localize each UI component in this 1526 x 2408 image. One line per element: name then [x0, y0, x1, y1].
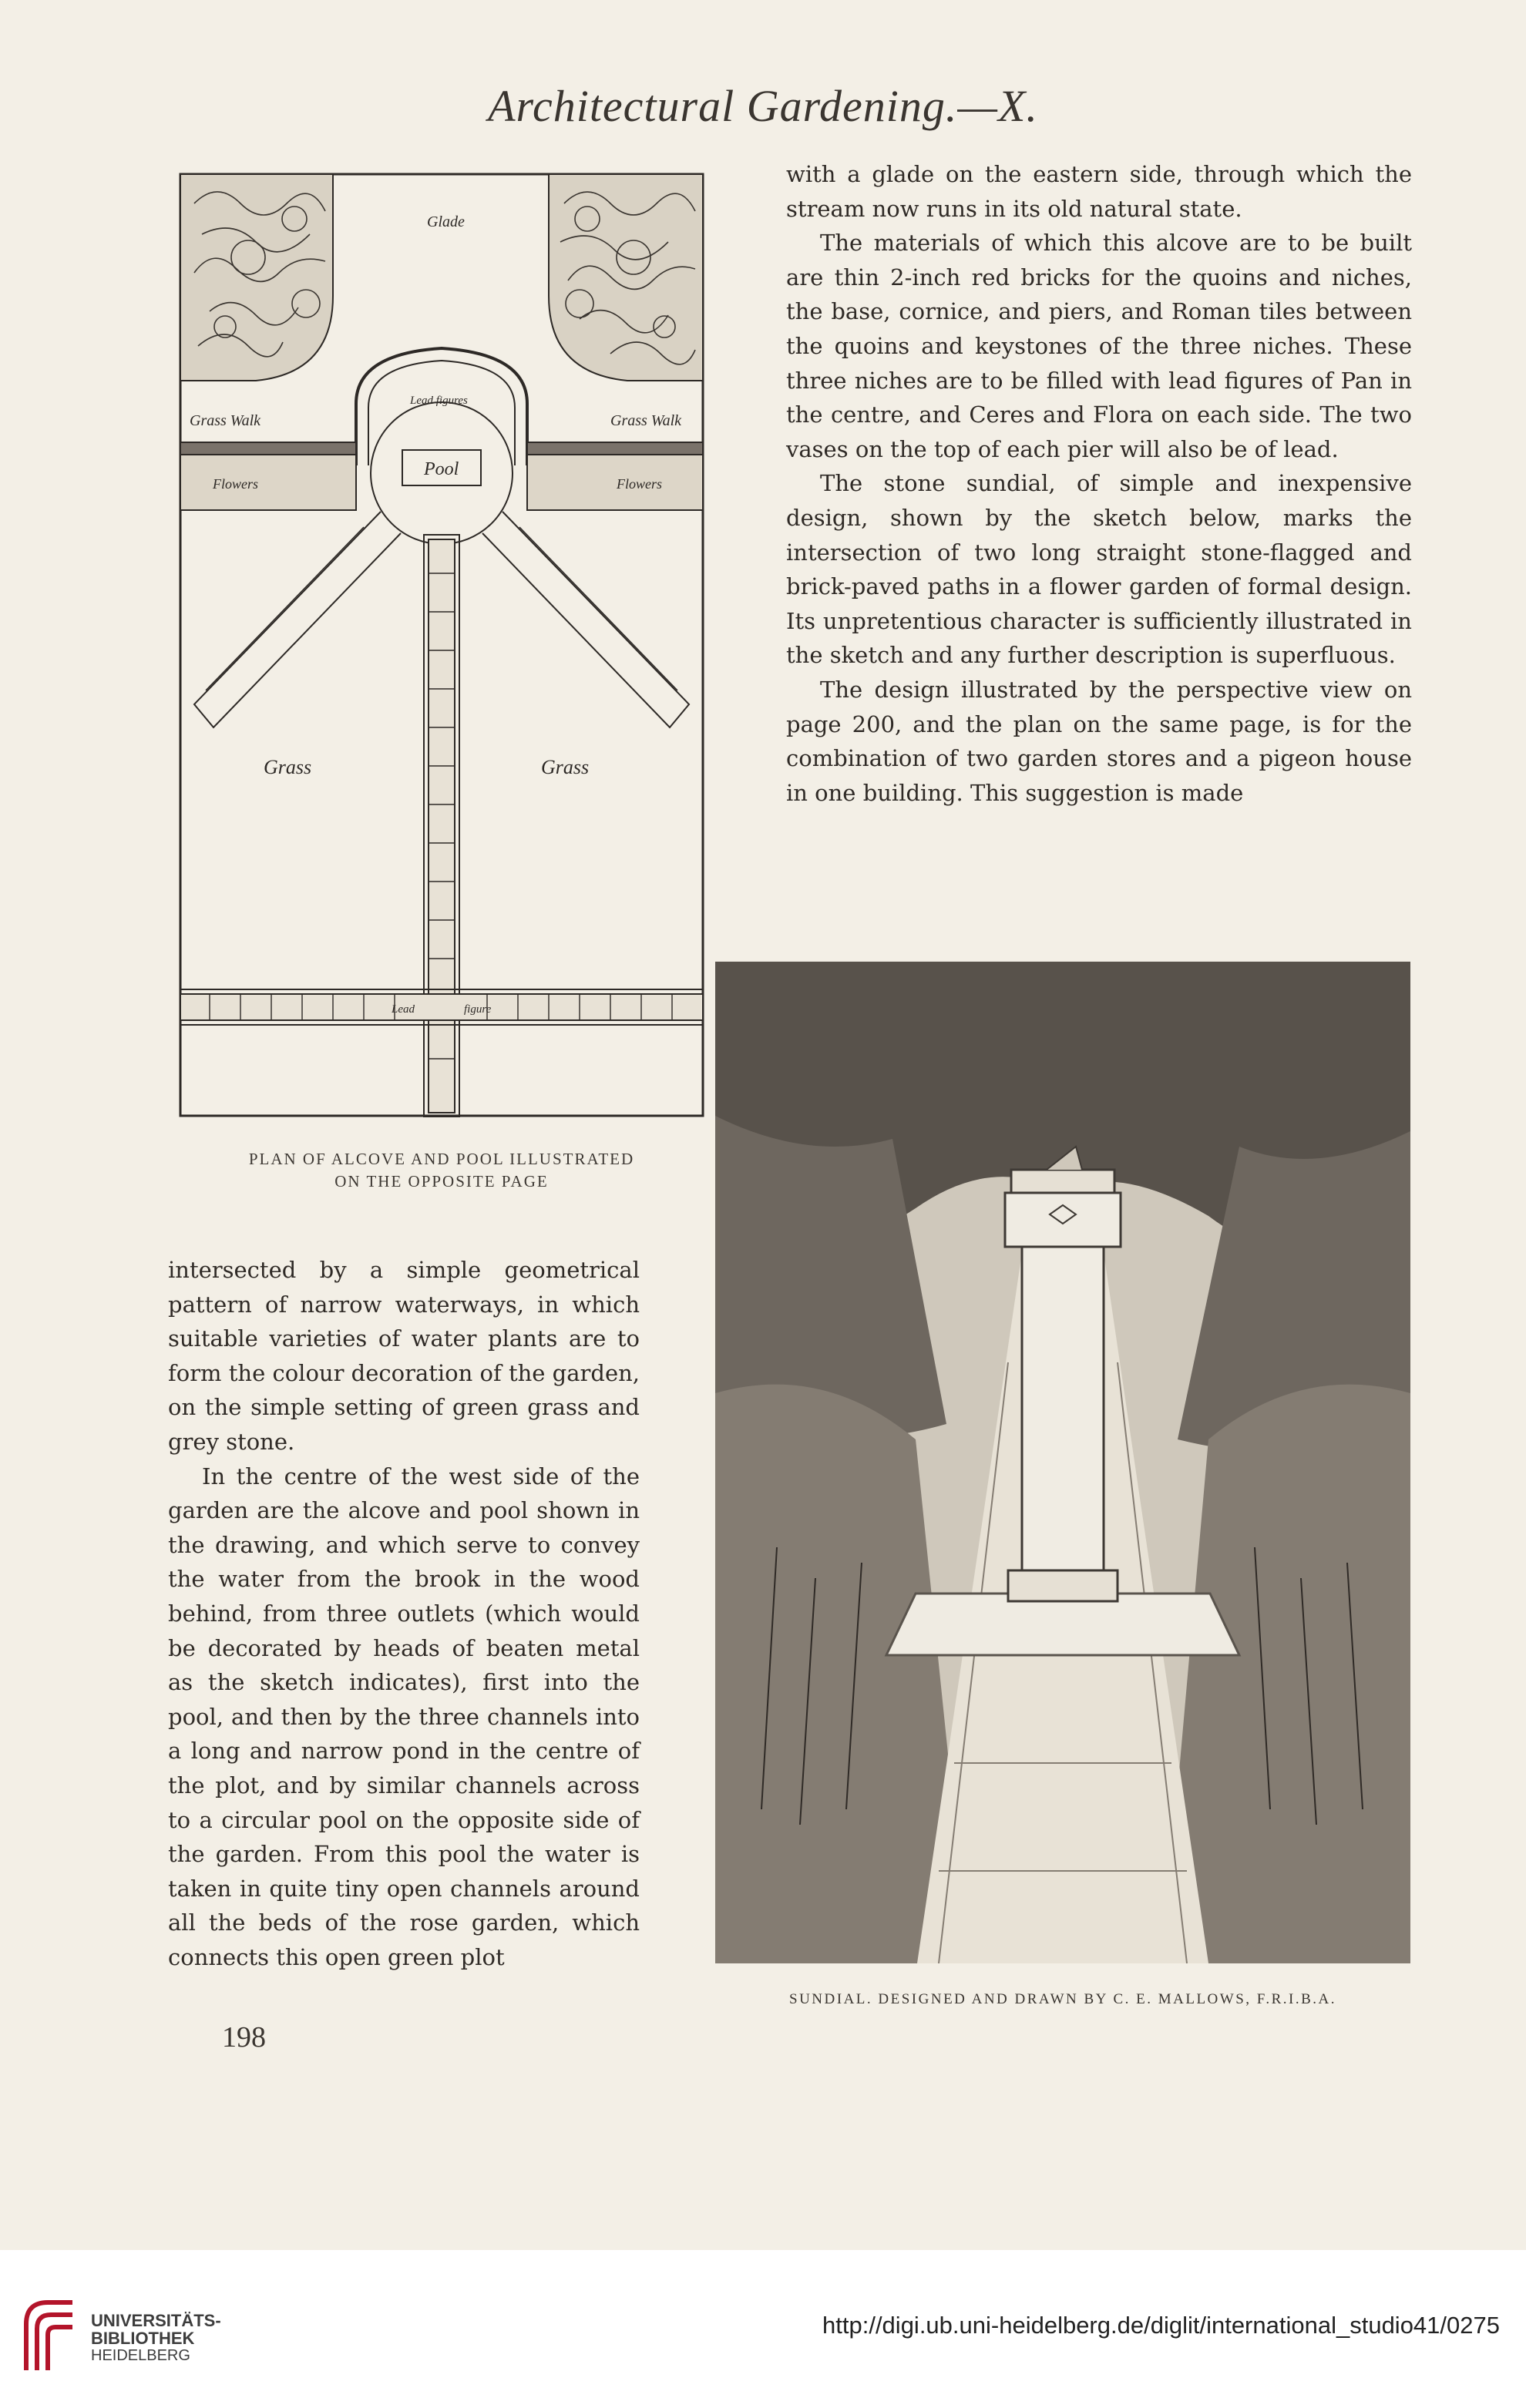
plan-label-flowers-right: Flowers: [617, 476, 663, 492]
plan-label-grass-right: Grass: [541, 756, 590, 778]
plan-label-lead: Lead: [392, 1003, 415, 1016]
right-paragraph-3: The stone sundial, of simple and inexpensive design, shown by the sketch below, marks the intersection of two long straight stone-flagged and brick-paved paths in a flower garden of formal design. Its unpretentious character is sufficiently illustrated in the sketch and any further description is superfluous.: [786, 470, 1412, 669]
library-line-2: BIBLIOTHEK: [91, 2329, 195, 2348]
left-paragraph-1: intersected by a simple geometrical pattern of narrow waterways, in which suitable varieties of water plants are to form the colour decoration of the garden, on the simple setting of green grass and grey stone.: [168, 1257, 640, 1455]
running-head: Architectural Gardening.—X.: [488, 81, 1038, 131]
plan-caption: [179, 1148, 704, 1193]
page-number: 198: [222, 2021, 266, 2054]
plan-label-figure: figure: [464, 1003, 492, 1016]
plan-drawing-svg: [179, 173, 704, 1117]
plan-caption-line-2: ON THE OPPOSITE PAGE: [334, 1172, 549, 1191]
plan-label-glade: Glade: [427, 213, 465, 230]
source-url-link[interactable]: http://digi.ub.uni-heidelberg.de/diglit/international_studio41/0275: [822, 2312, 1500, 2339]
left-paragraph-2: In the centre of the west side of the garden are the alcove and pool shown in the drawing, and which serve to convey the water from the brook in the wood behind, from three outlets (which would be decorated by heads of beaten metal as the sketch indicates), first into the pool, and then by the three channels into a long and narrow pond in the centre of the plot, and by similar channels across to a circular pool on the opposite side of the garden. From this pool the water is taken in quite tiny open channels around all the beds of the rose garden, which connects this open green plot: [168, 1463, 640, 1970]
plan-drawing: [179, 173, 704, 1117]
plan-caption-line-1: PLAN OF ALCOVE AND POOL ILLUSTRATED: [248, 1150, 635, 1168]
plan-label-grass-left: Grass: [264, 756, 312, 778]
plan-label-flowers-left: Flowers: [213, 476, 259, 492]
sundial-caption: SUNDIAL. DESIGNED AND DRAWN BY C. E. MALLOWS, F.R.I.B.A.: [789, 1991, 1336, 2007]
right-column-text: [786, 157, 1412, 810]
right-paragraph-1: with a glade on the eastern side, through which the stream now runs in its old natural state.: [786, 161, 1412, 222]
plan-label-grass-walk-left: Grass Walk: [190, 412, 261, 429]
ub-heidelberg-logo-icon[interactable]: [18, 2293, 80, 2378]
library-line-1: UNIVERSITÄTS-: [91, 2311, 221, 2330]
right-paragraph-4: The design illustrated by the perspective view on page 200, and the plan on the same page, is for the combination of two garden stores and a pigeon house in one building. This suggestion is made: [786, 676, 1412, 806]
right-paragraph-2: The materials of which this alcove are to be built are thin 2-inch red bricks for the quoins and niches, the base, cornice, and piers, and Roman tiles between the quoins and keystones of the three niches. These three niches are to be filled with lead figures of Pan in the centre, and Ceres and Flora on each side. The two vases on the top of each pier will also be of lead.: [786, 230, 1412, 462]
plan-label-grass-walk-right: Grass Walk: [610, 412, 682, 429]
library-line-3: HEIDELBERG: [91, 2347, 190, 2364]
digitization-footer: [0, 2250, 1526, 2408]
sundial-illustration-svg: [715, 962, 1410, 1963]
sundial-illustration: [715, 962, 1410, 1963]
plan-label-pool: Pool: [424, 459, 459, 479]
left-column-text: [168, 1253, 640, 1974]
logo-strokes: [26, 2302, 72, 2370]
plan-label-lead-figures: Lead figures: [410, 395, 468, 407]
library-name: [91, 2312, 221, 2365]
